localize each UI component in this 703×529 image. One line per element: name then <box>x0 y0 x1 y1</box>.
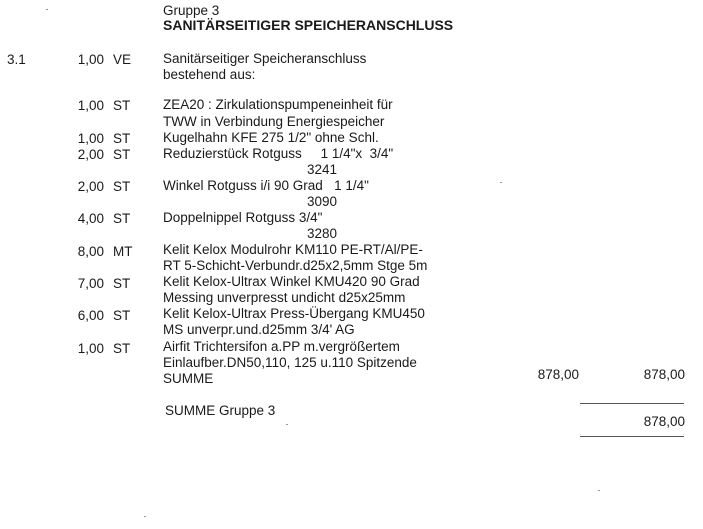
item-unit: ST <box>113 211 131 226</box>
item-desc-line: Messing unverpresst undicht d25x25mm <box>163 290 406 305</box>
item-qty: 2,00 <box>77 147 104 162</box>
position-number: 3.1 <box>7 52 26 67</box>
item-qty: 1,00 <box>77 341 104 356</box>
position-desc-line: Sanitärseitiger Speicheranschluss <box>163 51 367 66</box>
item-desc-line: Kelit Kelox Modulrohr KM110 PE-RT/Al/PE- <box>163 242 423 257</box>
group-title: SANITÄRSEITIGER SPEICHERANSCHLUSS <box>163 17 454 33</box>
item-desc-line: ZEA20 : Zirkulationspumpeneinheit für <box>163 97 393 112</box>
item-qty: 4,00 <box>77 211 104 226</box>
scan-speck <box>598 490 600 491</box>
scan-speck <box>286 424 288 425</box>
item-desc-line: MS unverpr.und.d25mm 3/4' AG <box>163 322 355 337</box>
item-unit: ST <box>113 147 131 162</box>
summe-total: 878,00 <box>643 367 685 382</box>
item-desc-line: Kelit Kelox-Ultrax Winkel KMU420 90 Grad <box>163 274 420 289</box>
group-total-rule-bottom <box>580 436 684 437</box>
item-desc-line: RT 5-Schicht-Verbundr.d25x2,5mm Stge 5m <box>163 258 428 273</box>
item-desc-line: Reduzierstück Rotguss 1 1/4"x 3/4" <box>163 146 394 161</box>
item-qty: 2,00 <box>77 179 104 194</box>
item-unit: ST <box>113 276 131 291</box>
item-unit: MT <box>113 244 133 259</box>
position-desc-line: bestehend aus: <box>163 67 256 82</box>
item-unit: ST <box>113 341 131 356</box>
item-code: 3241 <box>307 162 338 177</box>
item-desc-line: Airfit Trichtersifon a.PP m.vergrößertem <box>163 339 400 354</box>
item-qty: 8,00 <box>77 244 104 259</box>
item-desc-line: Kugelhahn KFE 275 1/2" ohne Schl. <box>163 130 379 145</box>
item-desc-line: Doppelnippel Rotguss 3/4" <box>163 210 323 225</box>
summe-label: SUMME <box>163 371 214 386</box>
group-label: Gruppe 3 <box>163 3 220 18</box>
item-unit: ST <box>113 179 131 194</box>
item-qty: 7,00 <box>77 276 104 291</box>
item-code: 3280 <box>307 226 338 241</box>
item-unit: ST <box>113 308 131 323</box>
item-unit: ST <box>113 131 131 146</box>
group-total-value: 878,00 <box>643 414 685 429</box>
item-qty: 1,00 <box>77 131 104 146</box>
item-desc-line: TWW in Verbindung Energiespeicher <box>163 114 385 129</box>
scan-speck <box>46 9 48 10</box>
item-code: 3090 <box>307 194 338 209</box>
group-total-rule-top <box>580 403 684 404</box>
scan-speck <box>500 182 502 183</box>
item-unit: ST <box>113 98 131 113</box>
item-qty: 1,00 <box>77 98 104 113</box>
group-total-label: SUMME Gruppe 3 <box>165 403 276 418</box>
summe-unit-price: 878,00 <box>537 367 579 382</box>
item-desc-line: Einlaufber.DN50,110, 125 u.110 Spitzende <box>163 355 417 370</box>
item-qty: 6,00 <box>77 308 104 323</box>
item-desc-line: Kelit Kelox-Ultrax Press-Übergang KMU450 <box>163 306 425 321</box>
scan-speck <box>144 516 146 517</box>
item-desc-line: Winkel Rotguss i/i 90 Grad 1 1/4" <box>163 178 369 193</box>
position-qty: 1,00 <box>77 52 104 67</box>
position-unit: VE <box>113 52 132 67</box>
